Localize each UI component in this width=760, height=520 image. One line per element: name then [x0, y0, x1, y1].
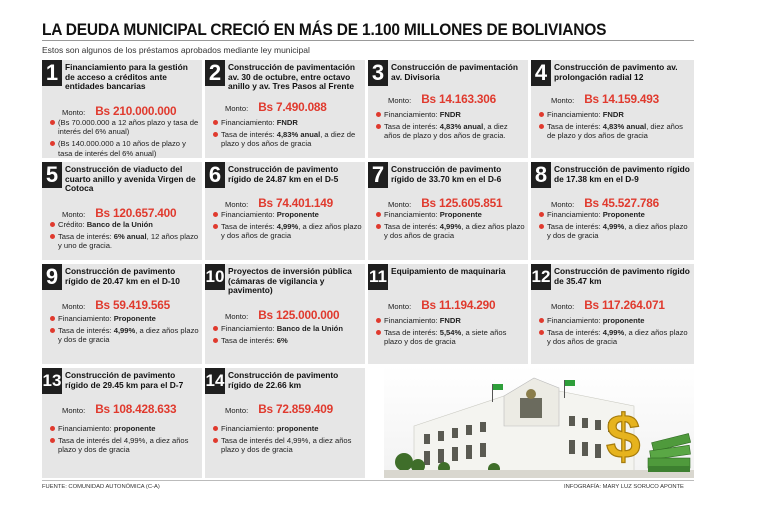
loan-number-badge: 11 [368, 264, 388, 290]
loan-number-badge: 13 [42, 368, 62, 394]
loan-amount-row [205, 308, 365, 322]
detail-label: Financiamiento: [547, 210, 603, 219]
bullet-dot-icon [539, 224, 544, 229]
detail-suffix: , a diez años plazo y dos de gracia [58, 326, 199, 345]
bullet-dot-icon [213, 438, 218, 443]
detail-label: Tasa de interés: [547, 328, 603, 338]
loan-detail-item [376, 210, 525, 219]
loan-amount-row [205, 402, 365, 416]
detail-value: Banco de la Unión [276, 324, 343, 333]
loan-details [50, 220, 199, 254]
loan-card-9 [42, 264, 202, 364]
loan-details [50, 424, 199, 458]
detail-label: Financiamiento: [58, 424, 114, 433]
loan-details [50, 314, 199, 348]
loan-title: Construcción de pavimento rígido de 20.47 km en el D-10 [65, 266, 180, 286]
detail-value: FNDR [439, 316, 461, 325]
bullet-dot-icon [50, 426, 55, 431]
city-hall-money-illustration [384, 366, 694, 478]
amount-label: Monto: [62, 302, 86, 311]
amount-label: Monto: [225, 406, 249, 415]
loan-amount: Bs 14.163.306 [421, 92, 497, 106]
loan-detail-item [50, 436, 199, 454]
detail-value: 6% [276, 336, 288, 346]
amount-label: Monto: [62, 108, 86, 117]
detail-text: (Bs 70.000.000 a 12 años plazo y tasa de interés del 6% anual) [58, 118, 199, 137]
loan-detail-item [50, 139, 199, 157]
loan-title: Construcción de pavimentación av. 30 de octubre, entre octavo anillo y av. Tres Pasos al Frente [228, 62, 356, 92]
loan-detail-item [376, 316, 525, 325]
detail-value: proponente [113, 424, 156, 433]
footer-source: FUENTE: COMUNIDAD AUTONÓMICA (C-A) [42, 484, 160, 490]
loan-detail-item [50, 424, 199, 433]
loan-details [213, 210, 362, 244]
detail-value: FNDR [439, 110, 461, 119]
detail-suffix: , a diez años plazo y dos años de gracia [384, 222, 525, 241]
detail-label: Financiamiento: [221, 424, 277, 433]
loan-amount: Bs 210.000.000 [95, 104, 177, 118]
loan-card-12 [531, 264, 694, 364]
bullet-dot-icon [213, 326, 218, 331]
bullet-dot-icon [50, 141, 55, 146]
detail-suffix: , a siete años plazo y dos de gracia [384, 328, 507, 347]
detail-suffix: , a diez años plazo y dos de gracia [547, 222, 688, 241]
detail-label: Tasa de interés: [221, 130, 277, 140]
bullet-dot-icon [376, 330, 381, 335]
loan-amount: Bs 108.428.633 [95, 402, 177, 416]
loan-title: Construcción de pavimento av. prolongación radial 12 [554, 62, 678, 82]
loan-amount-row [42, 104, 202, 118]
loan-amount: Bs 7.490.088 [258, 100, 327, 114]
loan-amount: Bs 14.159.493 [584, 92, 660, 106]
loan-title: Construcción de pavimento rígido de 17.38 km en el D-9 [554, 164, 690, 184]
loan-number-badge: 3 [368, 60, 388, 86]
loan-detail-item [50, 232, 199, 250]
bullet-dot-icon [50, 222, 55, 227]
loan-card-6 [205, 162, 365, 260]
detail-label: Financiamiento: [221, 210, 277, 219]
loan-title: Construcción de viaducto del cuarto anillo y avenida Virgen de Cotoca [65, 164, 196, 194]
bullet-dot-icon [50, 316, 55, 321]
loan-title: Construcción de pavimento rígido de 29.45 km para el D-7 [65, 370, 184, 390]
detail-label: Tasa de interés: [384, 222, 440, 232]
loan-detail-item [213, 424, 362, 433]
detail-label: Financiamiento: [384, 316, 440, 325]
loan-card-5 [42, 162, 202, 260]
loan-detail-item [213, 222, 362, 240]
bullet-dot-icon [539, 112, 544, 117]
detail-suffix: , 12 años plazo y uno de gracia. [58, 232, 199, 251]
loan-card-2 [205, 60, 365, 158]
bullet-dot-icon [213, 224, 218, 229]
amount-label: Monto: [388, 200, 412, 209]
loan-title: Construcción de pavimento rígido de 33.70 km en el D-6 [391, 164, 502, 184]
bullet-dot-icon [50, 328, 55, 333]
loan-card-7 [368, 162, 528, 260]
detail-label: Financiamiento: [221, 324, 277, 333]
detail-label: Financiamiento: [58, 314, 114, 323]
detail-text: (Bs 140.000.000 a 10 años de plazo y tasa de interés del 6% anual) [58, 139, 186, 158]
loan-detail-item [539, 210, 691, 219]
detail-value: 4,99% [602, 328, 625, 338]
detail-value: 4,83% anual [602, 122, 647, 132]
loan-detail-item [539, 316, 691, 325]
loan-title: Proyectos de inversión pública (cámaras de vigilancia y pavimento) [228, 266, 352, 296]
loan-detail-item [376, 110, 525, 119]
amount-label: Monto: [388, 302, 412, 311]
loan-detail-item [376, 222, 525, 240]
detail-label: Tasa de interés: [547, 222, 603, 232]
bullet-dot-icon [213, 120, 218, 125]
loan-detail-item [213, 336, 362, 345]
loan-amount: Bs 125.605.851 [421, 196, 503, 210]
loan-detail-item [213, 436, 362, 454]
loan-detail-item [539, 122, 691, 140]
footer-credit: INFOGRAFÍA: MARY LUZ SORUCO APONTE [564, 484, 684, 490]
amount-label: Monto: [388, 96, 412, 105]
loan-number-badge: 9 [42, 264, 62, 290]
amount-label: Monto: [551, 302, 575, 311]
loan-details [213, 118, 362, 152]
footer-divider [42, 480, 694, 481]
loan-number-badge: 14 [205, 368, 225, 394]
bullet-dot-icon [376, 318, 381, 323]
loan-title: Equipamiento de maquinaria [391, 266, 506, 276]
loan-details [213, 424, 362, 458]
loan-details [376, 210, 525, 244]
detail-suffix: , a diez años plazo y dos años de gracia [221, 222, 362, 241]
detail-label: Tasa de interés: [58, 232, 114, 242]
detail-label: Tasa de interés: [58, 326, 114, 336]
loan-detail-item [539, 222, 691, 240]
loan-amount-row [368, 298, 528, 312]
detail-label: Tasa de interés: [221, 336, 277, 346]
detail-suffix: , diez años de plazo y dos años de gracia [547, 122, 683, 141]
loan-detail-item [376, 328, 525, 346]
loan-card-3 [368, 60, 528, 158]
loan-number-badge: 6 [205, 162, 225, 188]
detail-label: Financiamiento: [547, 110, 603, 119]
loan-detail-item [50, 314, 199, 323]
detail-value: FNDR [276, 118, 298, 127]
amount-label: Monto: [551, 96, 575, 105]
detail-label: Tasa de interés: [384, 328, 440, 338]
detail-value: 4,99% [602, 222, 625, 232]
loan-details [376, 316, 525, 350]
loan-amount: Bs 59.419.565 [95, 298, 171, 312]
detail-value: proponente [276, 424, 319, 433]
loan-amount: Bs 120.657.400 [95, 206, 177, 220]
bullet-dot-icon [213, 426, 218, 431]
page-title: LA DEUDA MUNICIPAL CRECIÓ EN MÁS DE 1.100 MILLONES DE BOLIVIANOS [42, 21, 607, 40]
loan-detail-item [213, 210, 362, 219]
loan-title: Construcción de pavimento rígido de 35.47 km [554, 266, 690, 286]
amount-label: Monto: [225, 312, 249, 321]
loan-card-14 [205, 368, 365, 478]
loan-card-10 [205, 264, 365, 364]
detail-label: Tasa de interés: [384, 122, 440, 132]
bullet-dot-icon [213, 132, 218, 137]
svg-text:$: $ [606, 403, 641, 472]
detail-suffix: , a diez de plazo y dos años de gracia [221, 130, 356, 149]
loan-amount-row [531, 298, 694, 312]
bullet-dot-icon [539, 318, 544, 323]
loan-number-badge: 7 [368, 162, 388, 188]
amount-label: Monto: [551, 200, 575, 209]
detail-suffix: , a diez años plazo y dos años de gracia [547, 328, 688, 347]
bullet-dot-icon [50, 438, 55, 443]
loan-number-badge: 8 [531, 162, 551, 188]
loan-number-badge: 10 [205, 264, 225, 290]
amount-label: Monto: [62, 210, 86, 219]
detail-label: Financiamiento: [547, 316, 603, 325]
loan-number-badge: 12 [531, 264, 551, 290]
loan-amount: Bs 74.401.149 [258, 196, 334, 210]
loan-amount-row [205, 196, 365, 210]
detail-value: 4,99% [113, 326, 136, 336]
detail-text: Tasa de interés del 4,99%, a diez años plazo y dos de gracia [58, 436, 189, 455]
page-subtitle: Estos son algunos de los préstamos aprobados mediante ley municipal [42, 45, 310, 55]
loan-title: Financiamiento para la gestión de acceso a créditos ante entidades bancarias [65, 62, 188, 92]
detail-label: Tasa de interés: [547, 122, 603, 132]
loan-title: Construcción de pavimento rígido de 22.66 km [228, 370, 339, 390]
loan-details [50, 118, 199, 158]
bullet-dot-icon [539, 124, 544, 129]
bullet-dot-icon [213, 212, 218, 217]
detail-value: Banco de la Unión [86, 220, 153, 229]
loan-detail-item [50, 118, 199, 136]
loan-amount-row [205, 100, 365, 114]
detail-label: Tasa de interés: [221, 222, 277, 232]
loan-detail-item [376, 122, 525, 140]
loan-detail-item [50, 220, 199, 229]
loan-details [213, 324, 362, 348]
loan-number-badge: 1 [42, 60, 62, 86]
bullet-dot-icon [376, 212, 381, 217]
bullet-dot-icon [539, 330, 544, 335]
loan-amount: Bs 117.264.071 [584, 298, 665, 312]
detail-value: 4,99% [439, 222, 462, 232]
amount-label: Monto: [62, 406, 86, 415]
bullet-dot-icon [376, 112, 381, 117]
detail-value: FNDR [602, 110, 624, 119]
loan-detail-item [213, 118, 362, 127]
loan-amount: Bs 72.859.409 [258, 402, 334, 416]
loan-card-8 [531, 162, 694, 260]
loan-amount: Bs 45.527.786 [584, 196, 660, 210]
loan-amount-row [531, 196, 694, 210]
title-divider [42, 40, 694, 41]
detail-value: 4,99% [276, 222, 299, 232]
detail-value: proponente [602, 316, 645, 325]
loan-amount-row [368, 196, 528, 210]
amount-label: Monto: [225, 200, 249, 209]
bullet-dot-icon [50, 234, 55, 239]
loan-details [539, 210, 691, 244]
loan-detail-item [539, 328, 691, 346]
detail-suffix: , a diez años de plazo y dos años de gracia. [384, 122, 508, 141]
loan-number-badge: 2 [205, 60, 225, 86]
loan-card-4 [531, 60, 694, 158]
detail-label: Financiamiento: [384, 110, 440, 119]
bullet-dot-icon [376, 124, 381, 129]
loan-number-badge: 5 [42, 162, 62, 188]
bullet-dot-icon [539, 212, 544, 217]
detail-value: 4,83% anual [276, 130, 321, 140]
bullet-dot-icon [50, 120, 55, 125]
loan-card-13 [42, 368, 202, 478]
loan-number-badge: 4 [531, 60, 551, 86]
loan-detail-item [539, 110, 691, 119]
loan-amount-row [42, 298, 202, 312]
loan-detail-item [213, 130, 362, 148]
detail-label: Financiamiento: [384, 210, 440, 219]
detail-value: Proponente [602, 210, 645, 219]
detail-label: Crédito: [58, 220, 87, 229]
loan-title: Construcción de pavimento rígido de 24.87 km en el D-5 [228, 164, 339, 184]
loan-amount-row [42, 402, 202, 416]
loan-details [539, 110, 691, 144]
detail-label: Financiamiento: [221, 118, 277, 127]
loan-details [376, 110, 525, 144]
detail-value: Proponente [113, 314, 156, 323]
detail-value: 4,83% anual [439, 122, 484, 132]
detail-value: Proponente [439, 210, 482, 219]
detail-value: 5,54% [439, 328, 462, 338]
loan-details [539, 316, 691, 350]
loan-title: Construcción de pavimentación av. Divisoria [391, 62, 519, 82]
loan-amount-row [531, 92, 694, 106]
loan-amount-row [368, 92, 528, 106]
detail-value: Proponente [276, 210, 319, 219]
loan-detail-item [50, 326, 199, 344]
bullet-dot-icon [213, 338, 218, 343]
loan-card-1 [42, 60, 202, 158]
loan-amount-row [42, 206, 202, 220]
loan-amount: Bs 125.000.000 [258, 308, 340, 322]
detail-text: Tasa de interés del 4,99%, a diez años plazo y dos de gracia [221, 436, 352, 455]
amount-label: Monto: [225, 104, 249, 113]
loan-detail-item [213, 324, 362, 333]
loan-card-11 [368, 264, 528, 364]
loan-amount: Bs 11.194.290 [421, 298, 496, 312]
detail-value: 6% anual [113, 232, 147, 242]
bullet-dot-icon [376, 224, 381, 229]
